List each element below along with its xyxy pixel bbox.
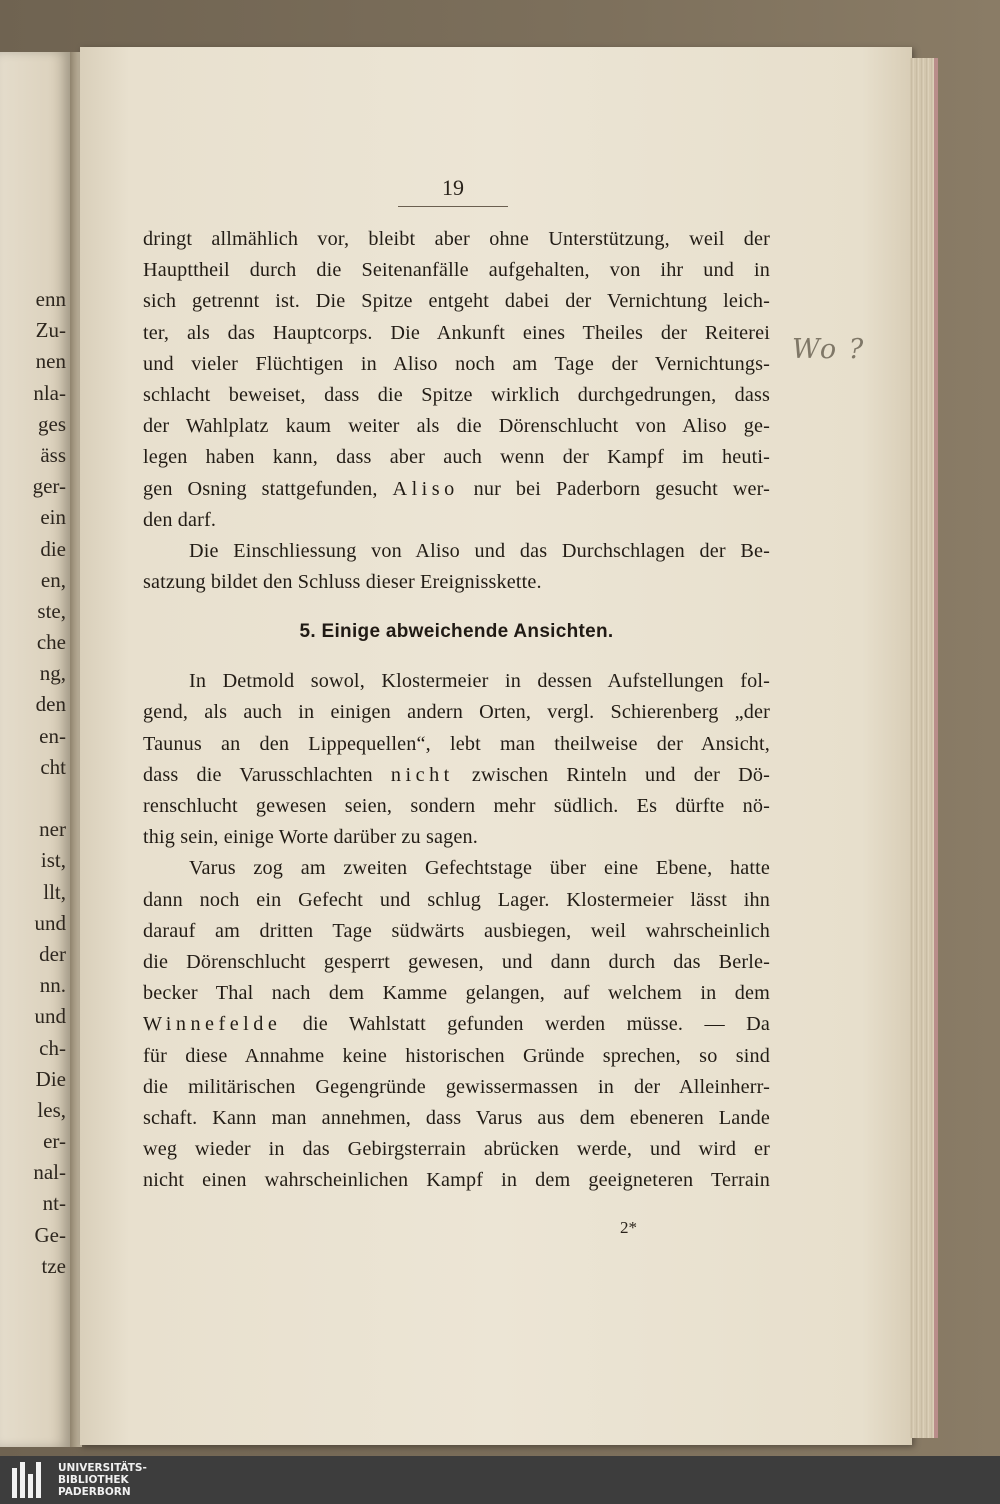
library-logo-icon: [12, 1462, 46, 1498]
text-line: legen haben kann, dass aber auch wenn der Kampf im heuti-: [143, 446, 770, 469]
text-line: [143, 474, 770, 505]
facing-page-fragment: Ge-: [34, 1222, 66, 1247]
text-line: Die Einschliessung von Aliso und das Durchschlagen der Be-: [189, 539, 770, 562]
facing-page-fragment: tze: [41, 1253, 66, 1278]
text-line: schlacht beweiset, dass die Spitze wirklich durchgedrungen, dass: [143, 383, 770, 406]
spacer: [143, 598, 770, 610]
facing-page-fragment: en,: [40, 567, 66, 592]
facing-page-fragment: den: [35, 692, 66, 717]
text-line: [143, 1009, 770, 1040]
facing-page-fragment: [0, 783, 66, 814]
text-line: ter, als das Hauptcorps. Die Ankunft eines Theiles der Reiterei: [143, 321, 770, 344]
signature-mark: 2*: [620, 1218, 637, 1237]
emphasized-place-name: Aliso: [392, 477, 459, 500]
facing-page-edge: [0, 52, 70, 1447]
facing-page-fragment: ein: [40, 505, 66, 530]
facing-page-fragment: der: [39, 941, 66, 966]
text-line: thig sein, einige Worte darüber zu sagen.: [143, 826, 478, 849]
text-segment: gen Osning stattgefunden,: [143, 477, 378, 500]
facing-page-fragment: ng,: [39, 661, 66, 686]
facing-page-text-fragments: [0, 284, 66, 1282]
text-line: Taunus an den Lippequellen“, lebt man theilweise der Ansicht,: [143, 732, 770, 755]
spacer: [143, 654, 770, 666]
text-segment: nur bei Paderborn gesucht wer-: [473, 477, 770, 500]
text-line: darauf am dritten Tage südwärts ausbiegen, weil wahrscheinlich: [143, 919, 770, 942]
facing-page-fragment: und: [34, 1004, 66, 1029]
section-heading: 5. Einige abweichende Ansichten.: [299, 621, 614, 643]
facing-page-fragment: ges: [38, 411, 66, 436]
text-line: In Detmold sowol, Klostermeier in dessen Aufstellungen fol-: [189, 670, 770, 693]
page-body-text: [143, 224, 770, 1196]
text-line: der Wahlplatz kaum weiter als die Dörenschlucht von Aliso ge-: [143, 415, 770, 438]
text-line: schaft. Kann man annehmen, dass Varus aus dem ebeneren Lande: [143, 1106, 770, 1129]
text-line: [143, 760, 770, 791]
library-name: [58, 1462, 147, 1498]
text-line: dann noch ein Gefecht und schlug Lager. Klostermeier lässt ihn: [143, 888, 770, 911]
emphasized-word: nicht: [390, 763, 454, 786]
text-line: sich getrennt ist. Die Spitze entgeht dabei der Vernichtung leich-: [143, 290, 770, 313]
text-line: die militärischen Gegengründe gewissermassen in der Alleinherr-: [143, 1075, 770, 1098]
library-name-line: PADERBORN: [58, 1486, 131, 1498]
facing-page-fragment: nen: [35, 349, 66, 374]
text-line: renschlucht gewesen seien, sondern mehr südlich. Es dürfte nö-: [143, 795, 770, 817]
facing-page-fragment: che: [36, 630, 66, 655]
text-line: gend, als auch in einigen andern Orten, vergl. Schierenberg „der: [143, 701, 770, 724]
text-line: weg wieder in das Gebirgsterrain abrücken werde, und wird er: [143, 1138, 770, 1161]
facing-page-fragment: enn: [35, 287, 66, 311]
facing-page-fragment: ste,: [37, 598, 66, 623]
text-line: becker Thal nach dem Kamme gelangen, auf welchem in dem: [143, 982, 770, 1005]
facing-page-fragment: Die: [35, 1066, 66, 1091]
page-number-rule: [398, 206, 508, 207]
facing-page-fragment: ch-: [39, 1035, 66, 1060]
handwritten-margin-note: Wo ?: [792, 334, 866, 365]
text-line: Haupttheil durch die Seitenanfälle aufgehalten, von ihr und in: [143, 259, 770, 282]
page-number: 19: [442, 175, 464, 200]
text-line: und vieler Flüchtigen in Aliso noch am Tage der Vernichtungs-: [143, 352, 770, 375]
facing-page-fragment: en-: [39, 723, 66, 748]
facing-page-fragment: llt,: [43, 879, 66, 904]
facing-page-fragment: er-: [43, 1129, 66, 1154]
text-segment: die Wahlstatt gefunden werden müsse. — Da: [302, 1013, 770, 1036]
text-segment: zwischen Rinteln und der Dö-: [471, 763, 770, 786]
text-segment: dass die Varusschlachten: [143, 763, 373, 786]
text-line: für diese Annahme keine historischen Gründe sprechen, so sind: [143, 1044, 770, 1067]
text-line: die Dörenschlucht gesperrt gewesen, und dann durch das Berle-: [143, 950, 770, 973]
library-name-line: UNIVERSITÄTS-: [58, 1462, 147, 1474]
text-line: nicht einen wahrscheinlichen Kampf in dem geeigneteren Terrain: [143, 1169, 770, 1192]
facing-page-fragment: Zu-: [35, 318, 66, 343]
page-edges: [910, 58, 938, 1438]
facing-page-fragment: les,: [37, 1097, 66, 1122]
facing-page-fragment: nt-: [42, 1191, 66, 1216]
text-line: satzung bildet den Schluss dieser Ereignisskette.: [143, 571, 542, 594]
emphasized-place-name: Winnefelde: [143, 1013, 282, 1036]
library-footer-bar: [0, 1456, 1000, 1504]
facing-page-fragment: ger-: [32, 474, 66, 499]
facing-page-fragment: nn.: [39, 973, 66, 998]
text-line: dringt allmählich vor, bleibt aber ohne Unterstützung, weil der: [143, 228, 770, 250]
facing-page-fragment: nla-: [33, 380, 66, 405]
facing-page-fragment: ist,: [40, 848, 66, 873]
text-line: Varus zog am zweiten Gefechtstage über eine Ebene, hatte: [189, 857, 770, 880]
text-line: den darf.: [143, 508, 217, 531]
facing-page-fragment: äss: [40, 442, 66, 467]
library-name-line: BIBLIOTHEK: [58, 1474, 129, 1486]
facing-page-fragment: ner: [39, 817, 66, 842]
facing-page-fragment: cht: [40, 754, 66, 779]
facing-page-fragment: nal-: [33, 1160, 66, 1185]
facing-page-fragment: und: [34, 910, 66, 935]
facing-page-fragment: die: [40, 536, 66, 561]
